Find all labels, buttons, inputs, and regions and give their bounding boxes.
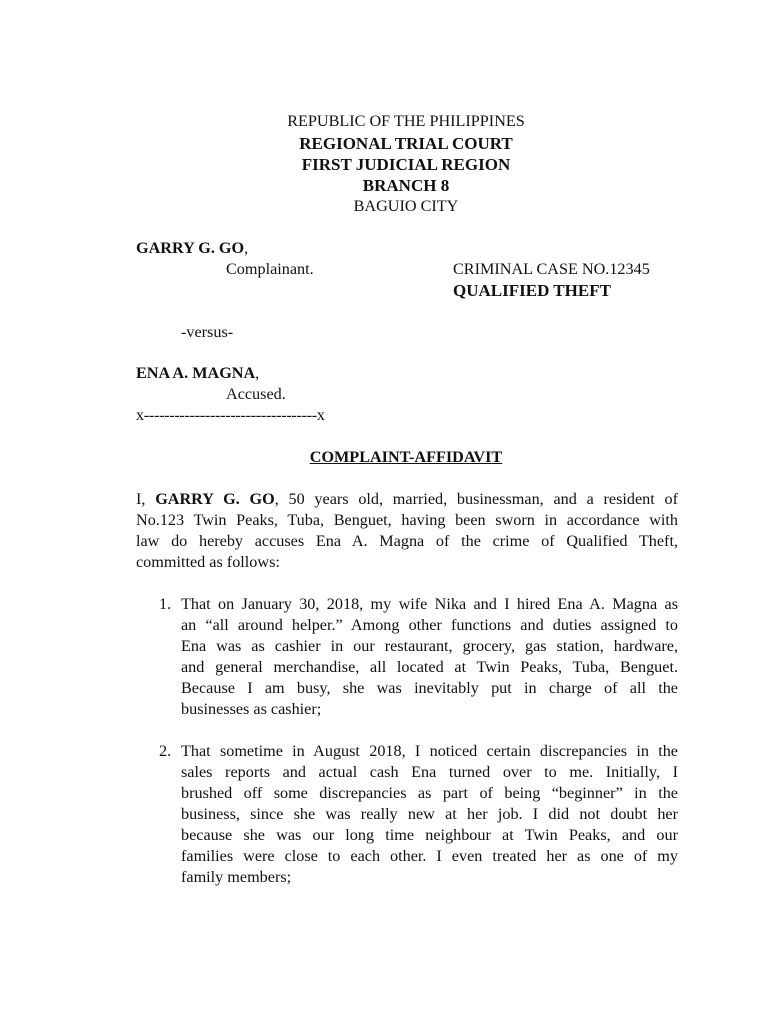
item-1-line: Ena was as cashier in our restaurant, grocery, gas station, hardware,: [181, 637, 678, 655]
intro-line-4: committed as follows:: [136, 553, 280, 571]
branch-heading: BRANCH 8: [362, 176, 450, 195]
intro-line-1: I, GARRY G. GO, 50 years old, married, businessman, and a resident of: [136, 490, 678, 508]
document-title: COMPLAINT-AFFIDAVIT: [309, 448, 503, 466]
item-1-line: and general merchandise, all located at Twin Peaks, Tuba, Benguet.: [181, 658, 678, 676]
item-2-line: sales reports and actual cash Ena turned over to me. Initially, I: [181, 763, 678, 781]
item-2-line: family members;: [181, 868, 292, 886]
region-heading: FIRST JUDICIAL REGION: [301, 155, 511, 174]
complainant-comma: ,: [244, 239, 249, 257]
item-1-line: That on January 30, 2018, my wife Nika and I hired Ena A. Magna as: [181, 595, 678, 613]
intro-line-2: No.123 Twin Peaks, Tuba, Benguet, having been sworn in accordance with: [136, 511, 678, 529]
item-2-line: because she was our long time neighbour at Twin Peaks, and our: [181, 826, 678, 844]
item-1-line: businesses as cashier;: [181, 700, 322, 718]
complainant-line: [136, 238, 248, 259]
republic-heading: REPUBLIC OF THE PHILIPPINES: [287, 112, 525, 130]
item-1-line: Because I am busy, she was inevitably put in charge of all the: [181, 679, 678, 697]
city-heading: BAGUIO CITY: [353, 197, 459, 215]
caption-separator: x----------------------------------x: [136, 406, 325, 424]
case-number: CRIMINAL CASE NO.12345: [453, 260, 650, 278]
item-1-line: an “all around helper.” Among other functions and duties assigned to: [181, 616, 678, 634]
accused-role: Accused.: [226, 385, 286, 403]
accused-line: [136, 363, 259, 384]
accused-name: ENA A. MAGNA: [136, 364, 256, 382]
court-heading: REGIONAL TRIAL COURT: [299, 134, 513, 153]
item-2-line: business, since she was really new at her job. I did not doubt her: [181, 805, 678, 823]
complainant-role: Complainant.: [226, 260, 314, 278]
item-1-number: 1.: [159, 595, 172, 613]
item-2-line: That sometime in August 2018, I noticed certain discrepancies in the: [181, 742, 678, 760]
item-2-number: 2.: [159, 742, 172, 760]
affiant-name: GARRY G. GO: [155, 490, 275, 508]
item-2-line: families were close to each other. I even treated her as one of my: [181, 847, 678, 865]
item-2-line: brushed off some discrepancies as part of being “beginner” in the: [181, 784, 678, 802]
accused-comma: ,: [255, 364, 260, 382]
complainant-name: GARRY G. GO: [136, 239, 245, 257]
offense-label: QUALIFIED THEFT: [453, 281, 611, 300]
versus-label: -versus-: [181, 323, 234, 341]
intro-line-3: law do hereby accuses Ena A. Magna of the crime of Qualified Theft,: [136, 532, 678, 550]
